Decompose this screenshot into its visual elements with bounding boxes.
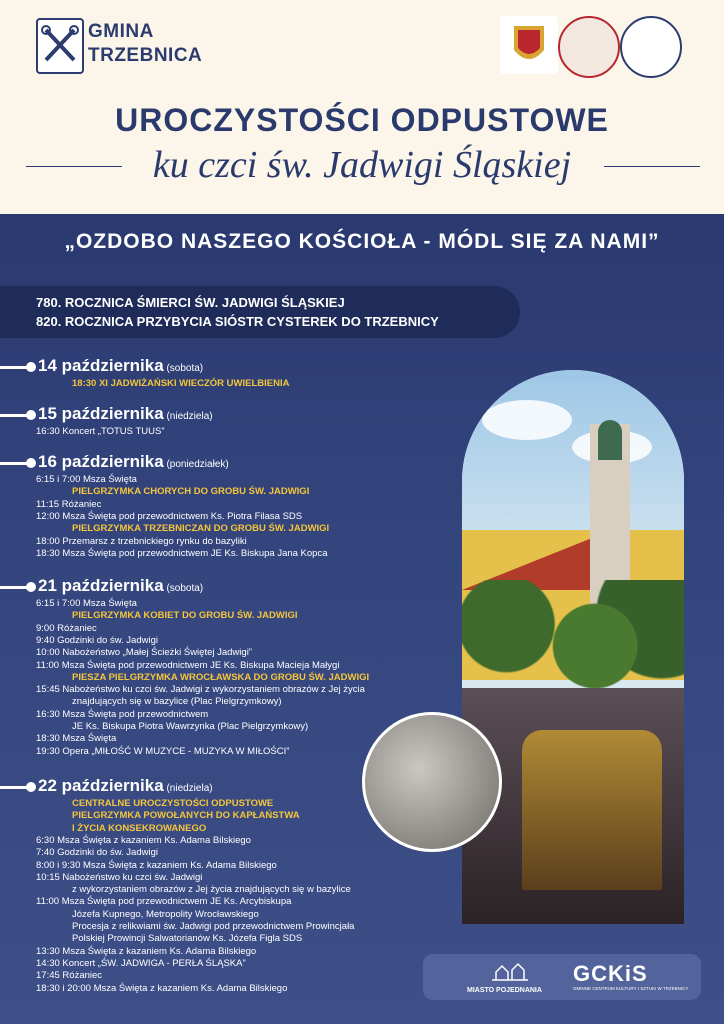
- day-weekday: (sobota): [163, 583, 204, 594]
- gckis-subtitle: GMINNE CENTRUM KULTURY I SZTUKI W TRZEBNICY: [573, 986, 689, 991]
- schedule-text: Różaniec: [59, 498, 102, 510]
- day-weekday: (niedziela): [163, 411, 213, 422]
- schedule-line: [72, 921, 354, 933]
- miasto-logo-icon: [490, 962, 530, 982]
- sanctuary-seal-icon: [558, 16, 620, 78]
- page-title: UROCZYSTOŚCI ODPUSTOWE: [115, 102, 609, 138]
- schedule-time: 6:15 i 7:00: [36, 598, 81, 609]
- schedule-time: 11:15: [36, 498, 60, 510]
- schedule-text: Msza Święta pod przewodnictwem: [59, 708, 209, 720]
- day-heading: [38, 356, 203, 376]
- schedule-line: [72, 933, 302, 945]
- schedule-line: [72, 884, 351, 896]
- schedule-line: [36, 660, 339, 672]
- schedule-text: Msza Święta z kazaniem Ks. Adama Bilskiego: [90, 982, 288, 994]
- schedule-time: 8:00 i 9:30: [36, 859, 81, 871]
- schedule-time: 6:15 i 7:00: [36, 474, 81, 485]
- schedule-time: 16:30: [36, 426, 60, 437]
- schedule-text: XI JADWIŻAŃSKI WIECZÓR UWIELBIENIA: [96, 378, 290, 389]
- schedule-line: [72, 810, 300, 822]
- schedule-text: Msza Święta pod przewodnictwem JE Ks. Arcybiskupa: [59, 896, 292, 908]
- schedule-line: [36, 896, 291, 908]
- schedule-line: [36, 511, 302, 523]
- schedule-time: 18:00: [36, 535, 60, 547]
- schedule-line: [36, 847, 158, 859]
- day-weekday: (poniedziałek): [163, 459, 229, 470]
- schedule-line: [36, 598, 137, 610]
- schedule-text: znajdujących się w bazylice (Plac Pielgrzymkowy): [72, 696, 282, 708]
- schedule-line: [36, 536, 247, 548]
- schedule-text: PIELGRZYMKA TRZEBNICZAN DO GROBU ŚW. JADWIGI: [72, 523, 330, 535]
- schedule-text: Msza Święta pod przewodnictwem Ks. Piotra Filasa SDS: [59, 510, 303, 522]
- schedule-line: [36, 548, 328, 560]
- anniversary-line: 780. ROCZNICA ŚMIERCI ŚW. JADWIGI ŚLĄSKIEJ: [36, 295, 345, 310]
- schedule-text: Msza Święta z kazaniem Ks. Adama Bilskiego: [59, 945, 257, 957]
- schedule-text: z wykorzystaniem obrazów z Jej życia znajdujących się w bazylice: [72, 884, 351, 896]
- day-heading: [38, 776, 213, 796]
- schedule-line: [72, 523, 329, 535]
- schedule-text: PIELGRZYMKA CHORYCH DO GROBU ŚW. JADWIGI: [72, 486, 310, 498]
- schedule-text: Godzinki do św. Jadwigi: [54, 847, 158, 859]
- schedule-time: 15:45: [36, 684, 60, 696]
- schedule-text: PIELGRZYMKA KOBIET DO GROBU ŚW. JADWIGI: [72, 610, 298, 622]
- schedule-text: Msza Święta z kazaniem Ks. Adama Bilskiego: [54, 834, 251, 846]
- gmina-logo-text: GMINA TRZEBNICA: [88, 21, 203, 66]
- schedule-line: [36, 733, 116, 745]
- schedule-time: 7:40: [36, 847, 55, 859]
- schedule-line: [72, 486, 309, 498]
- gckis-logo: GCKiS: [573, 961, 648, 986]
- schedule-time: 18:30: [72, 378, 97, 389]
- schedule-text: Polskiej Prowincji Salwatorianów Ks. Józefa Figla SDS: [72, 933, 303, 945]
- schedule-time: 11:00: [36, 896, 60, 908]
- day-weekday: (sobota): [163, 363, 204, 374]
- schedule-text: Msza Święta: [80, 598, 137, 609]
- schedule-text: Opera „MIŁOŚĆ W MUZYCE - MUZYKA W MIŁOŚCI”: [59, 745, 290, 757]
- schedule-text: Różaniec: [59, 970, 103, 982]
- schedule-text: CENTRALNE UROCZYSTOŚCI ODPUSTOWE: [72, 798, 274, 809]
- basilica-photo: [462, 370, 684, 924]
- papal-arms-icon: [500, 16, 558, 74]
- gmina-crest-icon: [36, 18, 84, 74]
- schedule-time: 18:30 i 20:00: [36, 982, 91, 994]
- schedule-text: Przemarsz z trzebnickiego rynku do bazyliki: [59, 535, 247, 547]
- schedule-line: [36, 946, 256, 958]
- day-heading: [38, 452, 229, 472]
- day-weekday: (niedziela): [163, 783, 213, 794]
- schedule-time: 19:30: [36, 745, 60, 757]
- schedule-time: 9:00: [36, 622, 55, 634]
- schedule-text: Godzinki do św. Jadwigi: [54, 634, 158, 646]
- schedule-line: [72, 909, 259, 921]
- schedule-line: [36, 623, 97, 635]
- schedule-line: [36, 958, 246, 970]
- schedule-time: 16:30: [36, 708, 60, 720]
- schedule-time: 12:00: [36, 510, 60, 522]
- page-subtitle: ku czci św. Jadwigi Śląskiej: [152, 144, 572, 186]
- motto: „OZDOBO NASZEGO KOŚCIOŁA - MÓDL SIĘ ZA NAMI”: [64, 230, 660, 253]
- day-date: 16 października: [38, 452, 164, 471]
- schedule-text: I ŻYCIA KONSEKROWANEGO: [72, 822, 207, 834]
- schedule-time: 11:00: [36, 659, 60, 671]
- schedule-line: [72, 798, 273, 810]
- schedule-time: 9:40: [36, 634, 55, 646]
- salvator-seal-icon: [620, 16, 682, 78]
- schedule-line: [36, 709, 208, 721]
- schedule-line: [72, 696, 282, 708]
- schedule-time: 13:30: [36, 945, 60, 957]
- day-date: 14 października: [38, 356, 164, 375]
- schedule-line: [72, 378, 289, 390]
- schedule-text: Józefa Kupnego, Metropolity Wrocławskiego: [72, 908, 259, 920]
- schedule-time: 6:30: [36, 834, 55, 846]
- schedule-text: Procesja z relikwiami św. Jadwigi pod przewodnictwem Prowincjała: [72, 921, 355, 932]
- schedule-text: Koncert „TOTUS TUUS”: [59, 426, 165, 437]
- schedule-time: 10:00: [36, 647, 60, 659]
- schedule-text: Msza Święta: [80, 474, 137, 485]
- footer-bar: [423, 954, 701, 1000]
- schedule-line: [72, 823, 206, 835]
- day-heading: [38, 404, 213, 424]
- schedule-line: [36, 647, 252, 659]
- schedule-text: Nabożeństwo ku czci św. Jadwigi z wykorzystaniem obrazów z Jej życia: [59, 684, 365, 696]
- schedule-text: Msza Święta pod przewodnictwem JE Ks. Biskupa Jana Kopca: [59, 547, 328, 559]
- schedule-line: [36, 860, 277, 872]
- schedule-line: [72, 610, 298, 622]
- schedule-line: [72, 672, 369, 684]
- schedule-line: [36, 872, 202, 884]
- schedule-text: Różaniec: [54, 622, 97, 634]
- schedule-line: [36, 635, 158, 647]
- schedule-line: [36, 983, 287, 995]
- schedule-line: [36, 474, 137, 486]
- schedule-line: [36, 970, 102, 982]
- schedule-line: [36, 835, 251, 847]
- schedule-time: 18:30: [36, 733, 60, 745]
- schedule-line: [36, 746, 289, 758]
- day-date: 15 października: [38, 404, 164, 423]
- schedule-time: 10:15: [36, 871, 60, 883]
- schedule-text: Nabożeństwo ku czci św. Jadwigi: [59, 871, 203, 883]
- schedule-line: [36, 499, 101, 511]
- schedule-text: JE Ks. Biskupa Piotra Wawrzynka (Plac Pielgrzymkowy): [72, 721, 309, 732]
- schedule-text: PIESZA PIELGRZYMKA WROCŁAWSKA DO GROBU ŚW. JADWIGI: [72, 671, 370, 683]
- schedule-text: Msza Święta pod przewodnictwem JE Ks. Biskupa Macieja Małygi: [59, 659, 340, 671]
- schedule-text: Msza Święta z kazaniem Ks. Adama Bilskiego: [80, 859, 277, 871]
- schedule-text: Koncert „ŚW. JADWIGA - PERŁA ŚLĄSKA”: [59, 957, 246, 969]
- schedule-time: 14:30: [36, 957, 60, 969]
- day-date: 21 października: [38, 576, 164, 595]
- schedule-text: Nabożeństwo „Małej Ścieżki Świętej Jadwigi”: [59, 647, 252, 659]
- relic-photo: [362, 712, 502, 852]
- schedule-time: 17:45: [36, 970, 60, 982]
- schedule-line: [72, 721, 308, 733]
- miasto-pojednania-label: MIASTO POJEDNANIA: [467, 987, 542, 994]
- schedule-line: [36, 684, 365, 696]
- day-date: 22 października: [38, 776, 164, 795]
- anniversary-line: 820. ROCZNICA PRZYBYCIA SIÓSTR CYSTEREK DO TRZEBNICY: [36, 314, 439, 329]
- schedule-time: 18:30: [36, 547, 60, 559]
- day-heading: [38, 576, 203, 596]
- schedule-text: Msza Święta: [59, 733, 117, 745]
- schedule-text: PIELGRZYMKA POWOŁANYCH DO KAPŁAŃSTWA: [72, 810, 300, 822]
- anniversary-banner: [0, 286, 520, 338]
- schedule-line: [36, 426, 164, 438]
